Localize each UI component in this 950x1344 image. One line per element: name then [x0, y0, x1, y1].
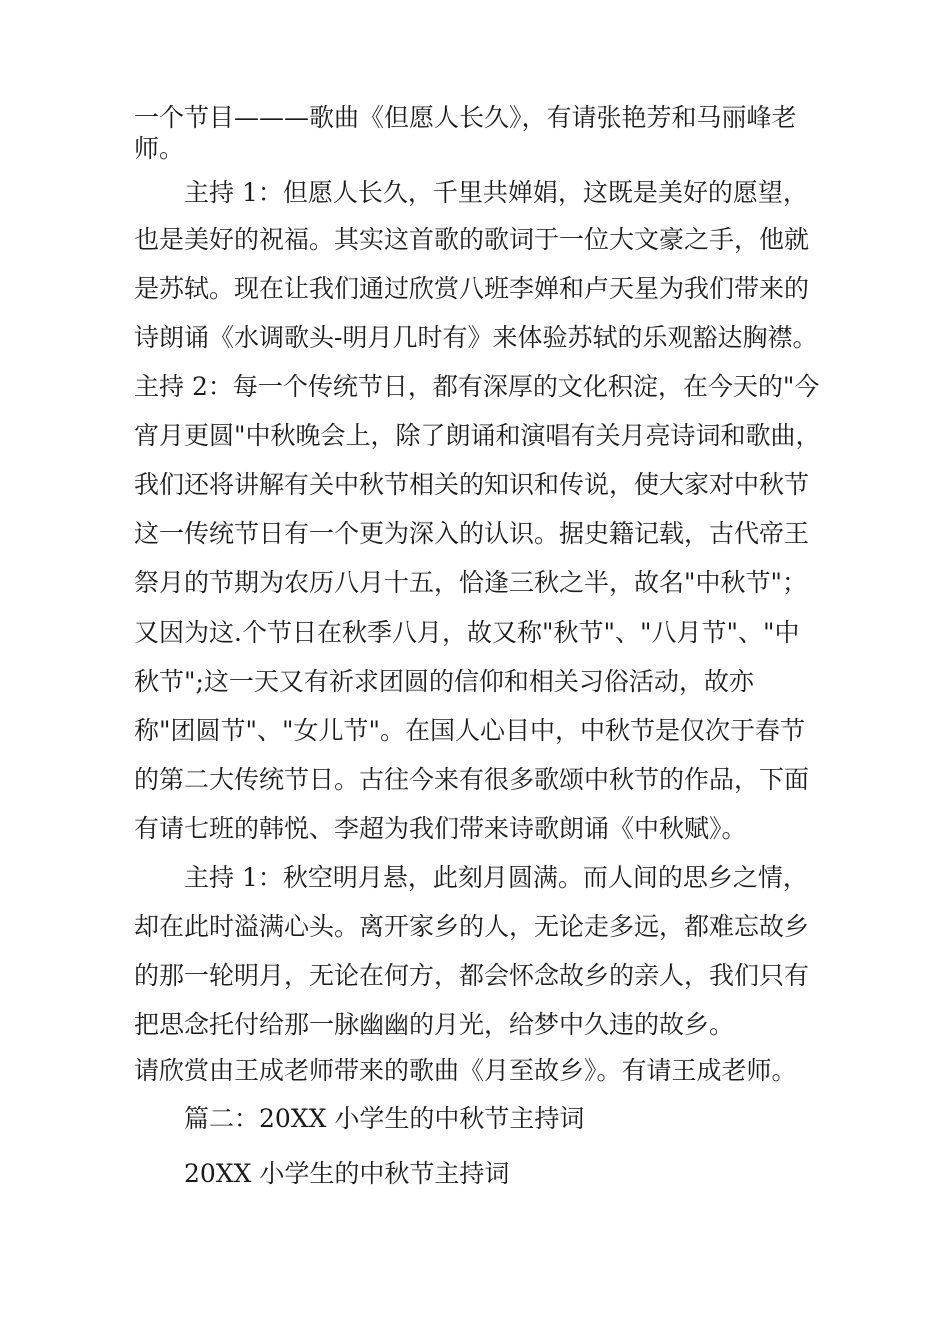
text-line: 请欣赏由王成老师带来的歌曲《月至故乡》。有请王成老师。	[134, 1056, 797, 1085]
text-line: 师。	[134, 134, 185, 163]
document-title: 20XX 小学生的中秋节主持词	[184, 1159, 510, 1188]
text-line: 这一传统节日有一个更为深入的认识。据史籍记载，古代帝王	[134, 519, 810, 548]
text-line: 宵月更圆"中秋晚会上，除了朗诵和演唱有关月亮诗词和歌曲，	[134, 421, 821, 450]
text-line: 诗朗诵《水调歌头-明月几时有》来体验苏轼的乐观豁达胸襟。	[134, 323, 818, 352]
text-line: 把思念托付给那一脉幽幽的月光，给梦中久违的故乡。	[134, 1010, 735, 1039]
text-line: 却在此时溢满心头。离开家乡的人，无论走多远，都难忘故乡	[134, 912, 810, 941]
text-line: 主持 2：每一个传统节日，都有深厚的文化积淀，在今天的"今	[134, 372, 820, 401]
text-line: 是苏轼。现在让我们通过欣赏八班李婵和卢天星为我们带来的	[134, 274, 810, 303]
paragraph-start-line: 主持 1：但愿人长久，千里共婵娟，这既是美好的愿望，	[184, 178, 808, 207]
text-line: 又因为这.个节日在秋季八月，故又称"秋节"、"八月节"、"中	[134, 618, 800, 647]
text-line: 秋节";这一天又有祈求团圆的信仰和相关习俗活动，故亦	[134, 667, 754, 696]
text-line: 也是美好的祝福。其实这首歌的歌词于一位大文豪之手，他就	[134, 225, 810, 254]
section-heading: 篇二：20XX 小学生的中秋节主持词	[184, 1104, 585, 1133]
text-line: 有请七班的韩悦、李超为我们带来诗歌朗诵《中秋赋》。	[134, 814, 747, 843]
text-line: 一个节目———歌曲《但愿人长久》，有请张艳芳和马丽峰老	[134, 103, 797, 132]
text-line: 称"团圆节"、"女儿节"。在国人心目中，中秋节是仅次于春节	[134, 716, 805, 745]
paragraph-start-line: 主持 1：秋空明月悬，此刻月圆满。而人间的思乡之情，	[184, 863, 808, 892]
text-line: 的第二大传统节日。古往今来有很多歌颂中秋节的作品，下面	[134, 765, 810, 794]
text-line: 的那一轮明月，无论在何方，都会怀念故乡的亲人，我们只有	[134, 961, 810, 990]
text-line: 我们还将讲解有关中秋节相关的知识和传说，使大家对中秋节	[134, 470, 810, 499]
text-line: 祭月的节期为农历八月十五，恰逢三秋之半，故名"中秋节"；	[134, 568, 808, 597]
